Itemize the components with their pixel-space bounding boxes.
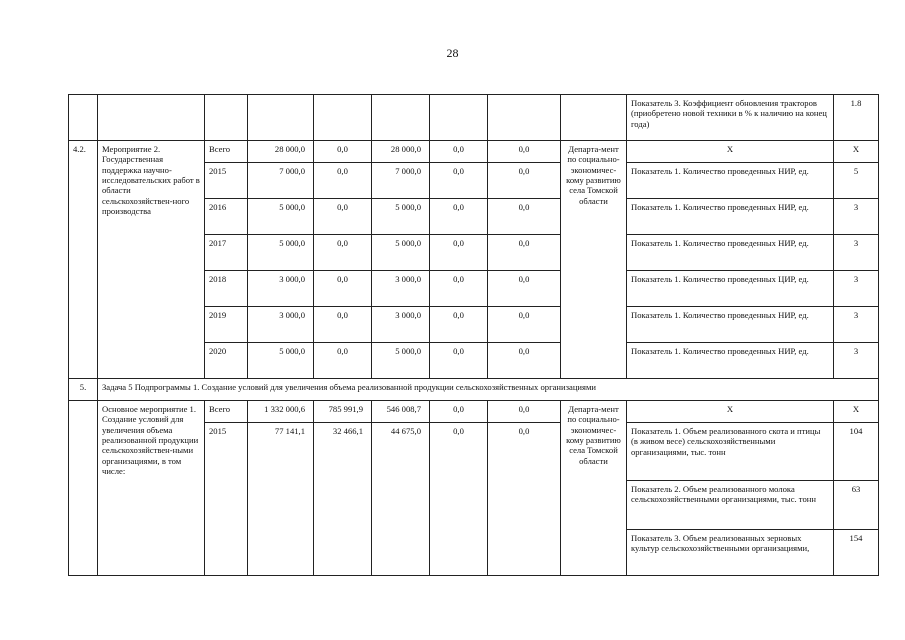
table-row [69,95,879,141]
other-cell: 0,0 [488,141,561,163]
other-cell: 0,0 [488,271,561,307]
indicator-value: 3 [834,271,879,307]
federal-cell: 0,0 [314,199,372,235]
total-cell: 5 000,0 [248,235,314,271]
regional-cell: 5 000,0 [372,199,430,235]
local-cell: 0,0 [430,423,488,576]
indicator-value: 3 [834,199,879,235]
local-cell: 0,0 [430,401,488,423]
event-title: Мероприятие 2. Государственная поддержка научно-исследовательских работ в области сельскохозяйствен-ного производства [98,141,205,379]
year-cell: 2016 [205,199,248,235]
regional-cell: 5 000,0 [372,343,430,379]
other-cell: 0,0 [488,401,561,423]
total-cell: 3 000,0 [248,307,314,343]
indicator-value: 1.8 [834,95,879,141]
indicator-value: 63 [834,481,879,530]
indicator-value: 5 [834,163,879,199]
federal-cell: 0,0 [314,271,372,307]
row-number: 5. [69,379,98,401]
regional-cell: 3 000,0 [372,307,430,343]
regional-cell: 546 008,7 [372,401,430,423]
table-row [69,379,879,401]
indicator-cell: Показатель 1. Количество проведенных НИР, ед. [627,199,834,235]
other-cell: 0,0 [488,199,561,235]
indicator-cell: Показатель 1. Количество проведенных НИР, ед. [627,343,834,379]
federal-cell: 32 466,1 [314,423,372,576]
indicator-cell: Показатель 1. Количество проведенных ЦИР, ед. [627,271,834,307]
task-title: Задача 5 Подпрограммы 1. Создание условий для увеличения объема реализованной продукции сельскохозяйственных организациями [98,379,879,401]
federal-cell: 0,0 [314,141,372,163]
indicator-cell: Показатель 1. Количество проведенных НИР, ед. [627,235,834,271]
indicator-value: 3 [834,343,879,379]
total-cell: 5 000,0 [248,343,314,379]
indicator-cell: Показатель 1. Объем реализованного скота и птицы (в живом весе) сельскохозяйственными организациями, тыс. тонн [627,423,834,481]
year-cell: 2019 [205,307,248,343]
indicator-value: 154 [834,530,879,576]
local-cell: 0,0 [430,199,488,235]
indicator-cell: Показатель 3. Объем реализованных зерновых культур сельскохозяйственными организациями, [627,530,834,576]
local-cell: 0,0 [430,163,488,199]
local-cell: 0,0 [430,235,488,271]
other-cell: 0,0 [488,235,561,271]
total-cell: 3 000,0 [248,271,314,307]
event-title: Основное мероприятие 1. Создание условий для увеличения объема реализованной продукции сельскохозяйствен-ными организациями, в том числе: [98,401,205,576]
other-cell: 0,0 [488,423,561,576]
year-cell: 2015 [205,423,248,576]
department-cell: Департа-мент по социально-экономичес-кому развитию села Томской области [561,401,627,576]
other-cell: 0,0 [488,343,561,379]
year-cell: Всего [205,401,248,423]
year-cell: 2018 [205,271,248,307]
local-cell: 0,0 [430,271,488,307]
year-cell: Всего [205,141,248,163]
federal-cell: 0,0 [314,235,372,271]
federal-cell: 785 991,9 [314,401,372,423]
indicator-cell: Показатель 1. Количество проведенных НИР, ед. [627,307,834,343]
indicator-value: Х [834,401,879,423]
regional-cell: 28 000,0 [372,141,430,163]
total-cell: 1 332 000,6 [248,401,314,423]
federal-cell: 0,0 [314,163,372,199]
local-cell: 0,0 [430,343,488,379]
total-cell: 28 000,0 [248,141,314,163]
federal-cell: 0,0 [314,307,372,343]
table-row [69,141,879,163]
row-number: 4.2. [69,141,98,379]
indicator-value: 3 [834,307,879,343]
year-cell: 2017 [205,235,248,271]
local-cell: 0,0 [430,307,488,343]
indicator-value: 104 [834,423,879,481]
federal-cell: 0,0 [314,343,372,379]
other-cell: 0,0 [488,307,561,343]
total-cell: 77 141,1 [248,423,314,576]
year-cell: 2015 [205,163,248,199]
regional-cell: 7 000,0 [372,163,430,199]
page-number: 28 [446,46,459,60]
regional-cell: 44 675,0 [372,423,430,576]
total-cell: 5 000,0 [248,199,314,235]
indicator-cell: Показатель 2. Объем реализованного молока сельскохозяйственными организациями, тыс. тонн [627,481,834,530]
regional-cell: 3 000,0 [372,271,430,307]
department-cell: Департа-мент по социально-экономичес-кому развитию села Томской области [561,141,627,379]
table-row [69,401,879,423]
local-cell: 0,0 [430,141,488,163]
indicator-cell: Х [627,401,834,423]
indicator-cell: Показатель 3. Коэффициент обновления тракторов (приобретено новой техники в % к наличию на конец года) [627,95,834,141]
other-cell: 0,0 [488,163,561,199]
indicator-value: 3 [834,235,879,271]
indicator-value: Х [834,141,879,163]
indicator-cell: Показатель 1. Количество проведенных НИР, ед. [627,163,834,199]
year-cell: 2020 [205,343,248,379]
total-cell: 7 000,0 [248,163,314,199]
program-table [68,94,879,576]
regional-cell: 5 000,0 [372,235,430,271]
indicator-cell: Х [627,141,834,163]
